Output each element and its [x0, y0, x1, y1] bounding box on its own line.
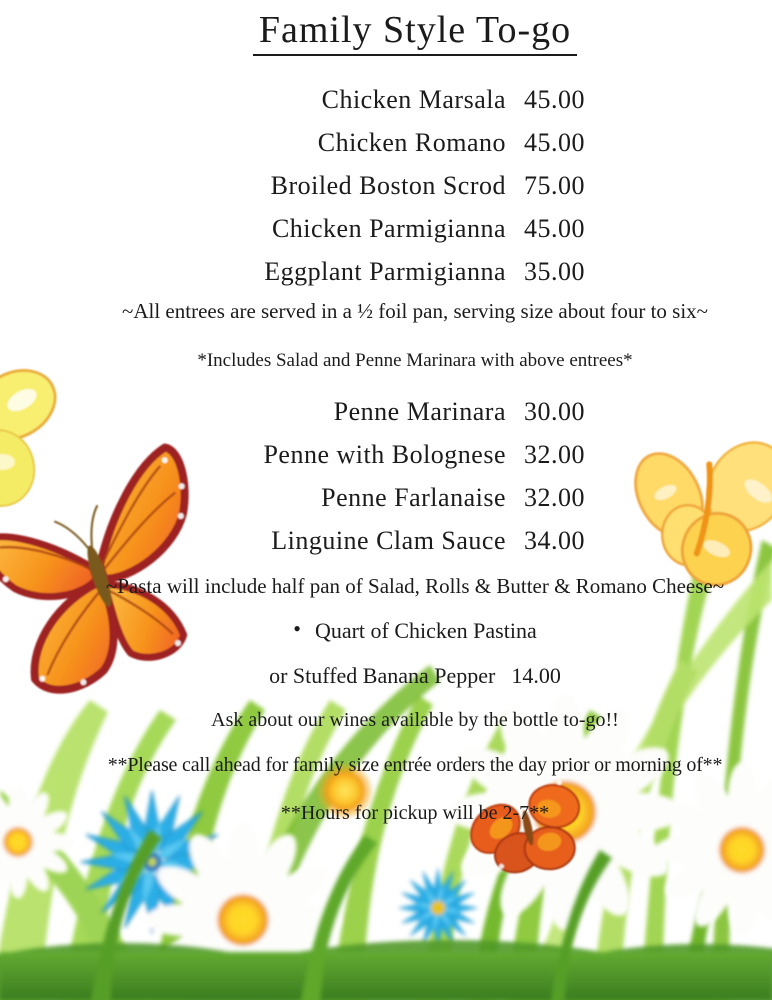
- menu-item-name: Chicken Parmigianna: [271, 213, 506, 243]
- menu-item-row: [58, 78, 772, 121]
- entrees-serving-note: ~All entrees are served in a ½ foil pan, serving size about four to six~: [121, 299, 709, 323]
- menu-item-row: [58, 164, 772, 207]
- stuffed-pepper-price: 14.00: [511, 663, 561, 688]
- menu-item-price: 75.00: [524, 170, 585, 200]
- menu-item-row: [58, 250, 772, 293]
- menu-item-price: 32.00: [524, 482, 585, 512]
- call-ahead-note: **Please call ahead for family size entrée orders the day prior or morning of**: [107, 754, 723, 776]
- pastas-section: [58, 390, 772, 562]
- pickup-hours-note: **Hours for pickup will be 2-7**: [280, 802, 550, 824]
- menu-item-row: [58, 476, 772, 519]
- menu-item-name: Linguine Clam Sauce: [271, 525, 506, 555]
- menu-item-price: 30.00: [524, 396, 585, 426]
- page-title-text: Family Style To-go: [253, 8, 577, 56]
- menu-item-price: 45.00: [524, 127, 585, 157]
- chicken-pastina-line: [58, 617, 772, 645]
- wine-note: Ask about our wines available by the bottle to-go!!: [211, 709, 619, 731]
- menu-item-price: 45.00: [524, 213, 585, 243]
- menu-item-row: [58, 207, 772, 250]
- entrees-section: [58, 78, 772, 293]
- menu-item-name: Chicken Romano: [317, 127, 506, 157]
- menu-item-row: [58, 390, 772, 433]
- menu-item-price: 45.00: [524, 84, 585, 114]
- menu-item-name: Penne with Bolognese: [263, 439, 506, 469]
- bullet-marker: •: [293, 616, 301, 641]
- menu-item-name: Penne Marinara: [333, 396, 506, 426]
- stuffed-pepper-line: [58, 662, 772, 690]
- chicken-pastina-text: Quart of Chicken Pastina: [314, 618, 537, 643]
- menu-item-name: Penne Farlanaise: [321, 482, 506, 512]
- menu-item-price: 34.00: [524, 525, 585, 555]
- menu-item-price: 35.00: [524, 256, 585, 286]
- menu-item-name: Eggplant Parmigianna: [264, 256, 506, 286]
- menu-item-price: 32.00: [524, 439, 585, 469]
- pasta-includes-note: ~Pasta will include half pan of Salad, Rolls & Butter & Romano Cheese~: [105, 574, 725, 598]
- entrees-includes-note: *Includes Salad and Penne Marinara with above entrees*: [197, 350, 633, 371]
- menu-item-row: [58, 121, 772, 164]
- menu-item-row: [58, 433, 772, 476]
- menu-item-name: Broiled Boston Scrod: [270, 170, 506, 200]
- menu-item-name: Chicken Marsala: [321, 84, 506, 114]
- page-title: [58, 8, 772, 56]
- menu-item-row: [58, 519, 772, 562]
- stuffed-pepper-name: or Stuffed Banana Pepper: [269, 663, 496, 688]
